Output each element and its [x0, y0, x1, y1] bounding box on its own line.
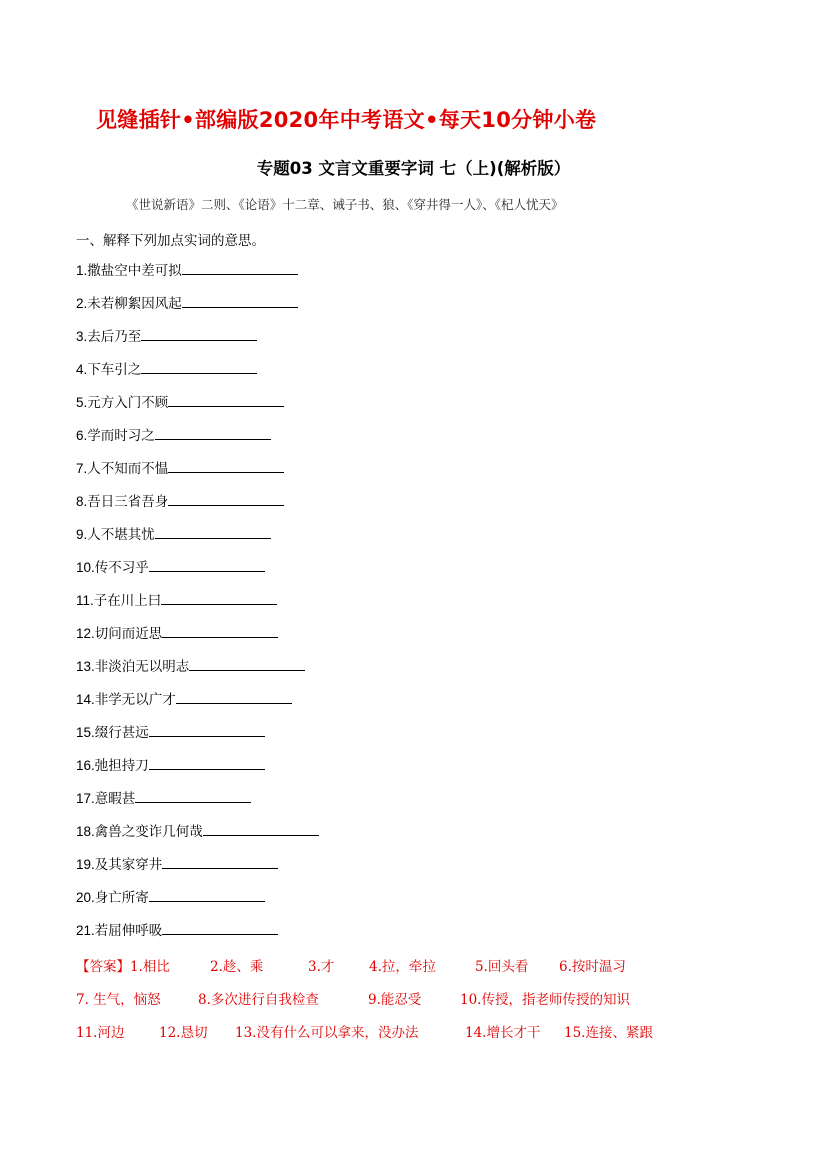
- answer-item: 2.趁、乘: [210, 959, 264, 975]
- answer-item: 9.能忍受: [368, 992, 422, 1008]
- answer-blank: [168, 391, 284, 407]
- question-text: 元方入门不顾: [87, 395, 169, 411]
- question-text: 去后乃至: [87, 329, 142, 345]
- question-item: [76, 589, 319, 622]
- answer-row: [76, 989, 653, 1022]
- answer-blank: [162, 853, 278, 869]
- question-number: 18.: [76, 824, 95, 839]
- question-number: 4.: [76, 362, 88, 377]
- question-number: 13.: [76, 659, 95, 674]
- question-text: 身亡所寄: [94, 890, 149, 906]
- answer-blank: [162, 919, 278, 935]
- question-item: [76, 919, 319, 952]
- question-text: 吾日三省吾身: [87, 494, 169, 510]
- question-item: [76, 490, 319, 523]
- question-text: 下车引之: [87, 362, 142, 378]
- question-number: 17.: [76, 791, 95, 806]
- question-text: 撒盐空中差可拟: [87, 263, 182, 279]
- answer-blank: [149, 721, 265, 737]
- question-number: 8.: [76, 494, 88, 509]
- question-item: [76, 325, 319, 358]
- answer-row: [76, 1022, 653, 1055]
- question-item: [76, 853, 319, 886]
- question-number: 9.: [76, 527, 88, 542]
- question-number: 6.: [76, 428, 88, 443]
- answer-blank: [182, 259, 298, 275]
- question-text: 学而时习之: [87, 428, 155, 444]
- scope-line: 《世说新语》二则、《论语》十二章、诫子书、狼、《穿井得一人》、《杞人忧天》: [126, 197, 564, 212]
- answer-blank: [149, 886, 265, 902]
- answer-blank: [189, 655, 305, 671]
- question-text: 非学无以广才: [94, 692, 176, 708]
- answer-item: 【答案】1.相比: [76, 959, 170, 975]
- answer-blank: [149, 556, 265, 572]
- answer-item: 3.才: [308, 959, 335, 975]
- question-item: [76, 358, 319, 391]
- question-list: [76, 259, 319, 952]
- answer-blank: [182, 292, 298, 308]
- answer-item: 5.回头看: [475, 959, 529, 975]
- answer-item: 14.增长才干: [465, 1025, 541, 1041]
- answer-blank: [155, 424, 271, 440]
- question-item: [76, 688, 319, 721]
- question-text: 传不习乎: [94, 560, 149, 576]
- question-text: 未若柳絮因风起: [87, 296, 182, 312]
- question-text: 人不堪其忧: [87, 527, 155, 543]
- question-item: [76, 556, 319, 589]
- question-number: 7.: [76, 461, 88, 476]
- question-text: 切问而近思: [94, 626, 163, 642]
- answer-item: 10.传授，指老师传授的知识: [460, 992, 630, 1008]
- answer-blank: [168, 490, 284, 506]
- answer-item: 6.按时温习: [559, 959, 626, 975]
- question-item: [76, 721, 319, 754]
- answer-blank: [161, 589, 277, 605]
- question-item: [76, 886, 319, 919]
- question-text: 弛担持刀: [94, 758, 149, 774]
- question-number: 10.: [76, 560, 95, 575]
- question-text: 及其家穿井: [94, 857, 163, 873]
- question-number: 15.: [76, 725, 95, 740]
- question-item: [76, 622, 319, 655]
- answer-blank: [149, 754, 265, 770]
- question-number: 20.: [76, 890, 95, 905]
- question-number: 11.: [76, 593, 94, 608]
- question-item: [76, 391, 319, 424]
- question-item: [76, 457, 319, 490]
- answer-item: 4.拉，牵拉: [369, 959, 436, 975]
- question-item: [76, 523, 319, 556]
- question-text: 意暇甚: [94, 791, 136, 807]
- answer-blank: [168, 457, 284, 473]
- answer-item: 12.恳切: [159, 1025, 208, 1041]
- question-text: 人不知而不愠: [87, 461, 169, 477]
- question-text: 子在川上曰: [93, 593, 162, 609]
- question-number: 14.: [76, 692, 95, 707]
- question-text: 非淡泊无以明志: [94, 659, 190, 675]
- question-item: [76, 820, 319, 853]
- question-number: 16.: [76, 758, 95, 773]
- question-item: [76, 754, 319, 787]
- question-item: [76, 424, 319, 457]
- question-text: 禽兽之变诈几何哉: [94, 824, 203, 840]
- question-number: 21.: [76, 923, 95, 938]
- question-number: 2.: [76, 296, 88, 311]
- answer-blank: [176, 688, 292, 704]
- answer-item: 13.没有什么可以拿来，没办法: [235, 1025, 419, 1041]
- answer-blank: [203, 820, 319, 836]
- question-number: 5.: [76, 395, 88, 410]
- answer-item: 7. 生气，恼怒: [76, 992, 161, 1008]
- answer-item: 11.河边: [76, 1025, 125, 1041]
- question-number: 19.: [76, 857, 95, 872]
- doc-subtitle: 专题03 文言文重要字词 七（上)(解析版）: [256, 159, 571, 178]
- question-number: 3.: [76, 329, 88, 344]
- question-number: 1.: [76, 263, 88, 278]
- answer-blank: [162, 622, 278, 638]
- answer-item: 8.多次进行自我检查: [198, 992, 319, 1008]
- question-item: [76, 292, 319, 325]
- question-item: [76, 787, 319, 820]
- answer-section: [76, 956, 653, 1055]
- doc-title: 见缝插针•部编版2020年中考语文•每天10分钟小卷: [96, 108, 597, 132]
- answer-row: [76, 956, 653, 989]
- answer-blank: [141, 358, 257, 374]
- question-number: 12.: [76, 626, 95, 641]
- answer-blank: [155, 523, 271, 539]
- answer-item: 15.连接、紧跟: [564, 1025, 653, 1041]
- answer-blank: [141, 325, 257, 341]
- question-text: 若屈伸呼吸: [94, 923, 163, 939]
- question-item: [76, 259, 319, 292]
- instruction: 一、解释下列加点实词的意思。: [76, 233, 265, 249]
- question-text: 缀行甚远: [94, 725, 149, 741]
- answer-blank: [135, 787, 251, 803]
- question-item: [76, 655, 319, 688]
